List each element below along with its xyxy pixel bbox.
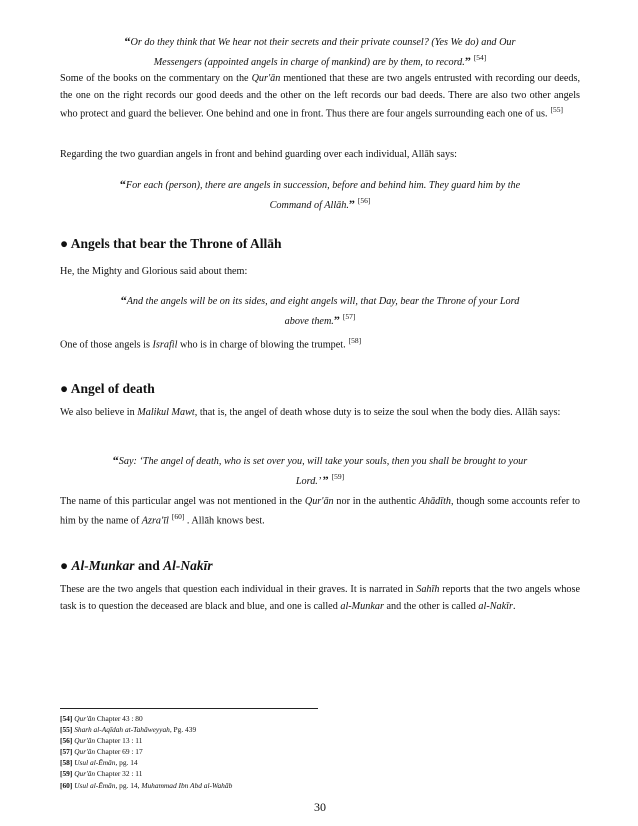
footnote-ref[interactable]: [59]: [331, 472, 345, 482]
footnote-60: [60, 780, 580, 791]
footnote-detail: Chapter 43 : 80: [95, 714, 143, 723]
text-run: Qur'ān: [304, 496, 334, 507]
close-quote: ”: [464, 53, 471, 68]
footnote-number: [57]: [60, 747, 73, 757]
footnote-ref[interactable]: [57]: [342, 312, 356, 322]
bullet: ●: [60, 558, 72, 573]
footnote-detail: , pg. 14: [115, 758, 138, 768]
footnote-ref[interactable]: [58]: [348, 336, 362, 345]
quote-text: Command of Allāh.: [269, 199, 349, 211]
text-run: and the other is called: [383, 600, 479, 612]
text-run: nor in the authentic: [333, 496, 419, 507]
footnote-59: [60, 768, 580, 779]
heading-throne-angels: ● Angels that bear the Throne of Allāh: [60, 236, 282, 251]
footnote-56: [60, 735, 580, 746]
paragraph-munkar-nakir: [60, 582, 580, 615]
text-run: who is in charge of blowing the trumpet.: [177, 339, 346, 351]
footnote-source: Qur'ān: [74, 714, 96, 723]
quran-quote-3: [60, 291, 580, 330]
footnote-number: [60]: [60, 780, 73, 790]
text-run: Ahādīth: [418, 496, 452, 507]
close-quote: ”: [333, 312, 340, 327]
open-quote: “: [119, 177, 126, 191]
heading-munkar-nakir: [60, 557, 213, 575]
text-run: Sahīh: [416, 584, 440, 595]
text-run: al-Nakīr: [478, 600, 513, 612]
text-run: Qur'ān: [251, 73, 281, 84]
footnote-source: Qur'ān: [74, 769, 96, 779]
text-run: . Allāh knows best.: [184, 514, 265, 526]
quran-quote-4: [60, 451, 580, 490]
footnote-detail: , Pg. 439: [169, 725, 197, 735]
footnote-number: [56]: [60, 736, 73, 746]
quran-quote-1: [60, 32, 580, 71]
footnote-source: Qur'ān: [74, 736, 96, 746]
close-quote: ”: [348, 196, 355, 211]
quran-quote-2: [60, 175, 580, 214]
text-run: Malikul Mawt: [137, 407, 195, 418]
footnote-number: [58]: [60, 758, 73, 768]
text-run: al-Munkar: [340, 600, 384, 612]
quote-text: above them.: [284, 315, 334, 327]
page-number: 30: [314, 800, 326, 814]
footnote-ref[interactable]: [56]: [357, 196, 371, 206]
footnote-detail: Chapter 13 : 11: [95, 736, 143, 746]
paragraph-azrail: [60, 494, 580, 529]
quote-text: For each (person), there are angels in succession, before and behind him. They guard him by the: [125, 180, 521, 191]
footnote-ref[interactable]: [60]: [171, 511, 185, 521]
text-run: The name of this particular angel was not mentioned in the: [60, 496, 305, 507]
footnote-58: [60, 757, 580, 768]
footnote-detail: Chapter 69 : 17: [95, 747, 143, 757]
footnote-57: [60, 746, 580, 757]
paragraph-guardian: Regarding the two guardian angels in front and behind guarding over each individual, Allāh says:: [60, 149, 457, 160]
paragraph-malikul-mawt: [60, 405, 580, 422]
document-page: [60, 0, 580, 826]
close-quote: ”: [322, 472, 329, 487]
quote-text: Say: ‘The angel of death, who is set over you, will take your souls, then you shall be brought to your: [118, 456, 528, 467]
footnote-source: Sharh al-Aqīdah at-Tahāweyyah: [74, 725, 170, 735]
footnote-source: Usul al-Ēmān: [74, 758, 116, 768]
text-run: Al-Nakīr: [163, 558, 213, 573]
footnote-ref[interactable]: [55]: [550, 105, 564, 115]
footnotes: [60, 708, 580, 791]
open-quote: “: [124, 34, 131, 48]
text-run: Israfil: [152, 339, 178, 351]
footnote-source: Qur'ān: [74, 747, 96, 757]
text-run: One of those angels is: [60, 339, 153, 351]
text-run: Some of the books on the commentary on the: [60, 73, 252, 84]
footnote-detail: Chapter 32 : 11: [95, 769, 143, 779]
footnote-54: [60, 713, 580, 724]
footnote-detail: , pg. 14,: [115, 780, 142, 790]
open-quote: “: [112, 453, 119, 467]
quote-text: Or do they think that We hear not their secrets and their private counsel? (Yes We do) and Our: [130, 37, 516, 48]
footnote-divider: [60, 708, 318, 709]
text-run: .: [512, 600, 516, 612]
quote-text: Messengers (appointed angels in charge of mankind) are by them, to record.: [153, 56, 465, 68]
text-run: mentioned that these are two angels entrusted with recording our deeds, the one on the right records our good deeds and the other on the left records our bad deeds. There are also two other angels who protect and guard the believer. One behind and one in front. Thus there are four angels surrounding each one of us.: [60, 73, 580, 120]
text-run: , though some accounts refer to him by the name of: [60, 496, 580, 526]
text-run: Azra'īl: [141, 514, 169, 526]
heading-angel-of-death: ● Angel of death: [60, 381, 155, 396]
text-run: These are the two angels that question each individual in their graves. It is narrated in: [60, 584, 417, 595]
text-run: and: [134, 558, 164, 573]
footnote-number: [55]: [60, 725, 73, 735]
text-run: , that is, the angel of death whose duty is to seize the soul when the body dies. Allāh says:: [194, 407, 561, 418]
paragraph-commentary: [60, 71, 580, 123]
footnote-source: Usul al-Ēmān: [74, 780, 116, 790]
footnote-number: [54]: [60, 714, 73, 723]
paragraph-throne-intro: He, the Mighty and Glorious said about them:: [60, 266, 248, 277]
quote-text: Lord.’: [295, 475, 323, 487]
footnote-number: [59]: [60, 769, 73, 779]
paragraph-israfil: [60, 335, 580, 354]
text-run: We also believe in: [60, 407, 138, 418]
open-quote: “: [120, 293, 127, 307]
footnote-55: [60, 724, 580, 735]
footnote-author: Muhammad Ibn Abd al-Wahāb: [141, 780, 233, 790]
text-run: Al-Munkar: [71, 558, 135, 573]
quote-text: And the angels will be on its sides, and eight angels will, that Day, bear the Throne of your Lord: [126, 296, 520, 307]
footnote-ref[interactable]: [54]: [473, 53, 487, 63]
text-run: reports that the two angels whose task is to question the deceased are black and blue, and one is called: [60, 584, 580, 612]
